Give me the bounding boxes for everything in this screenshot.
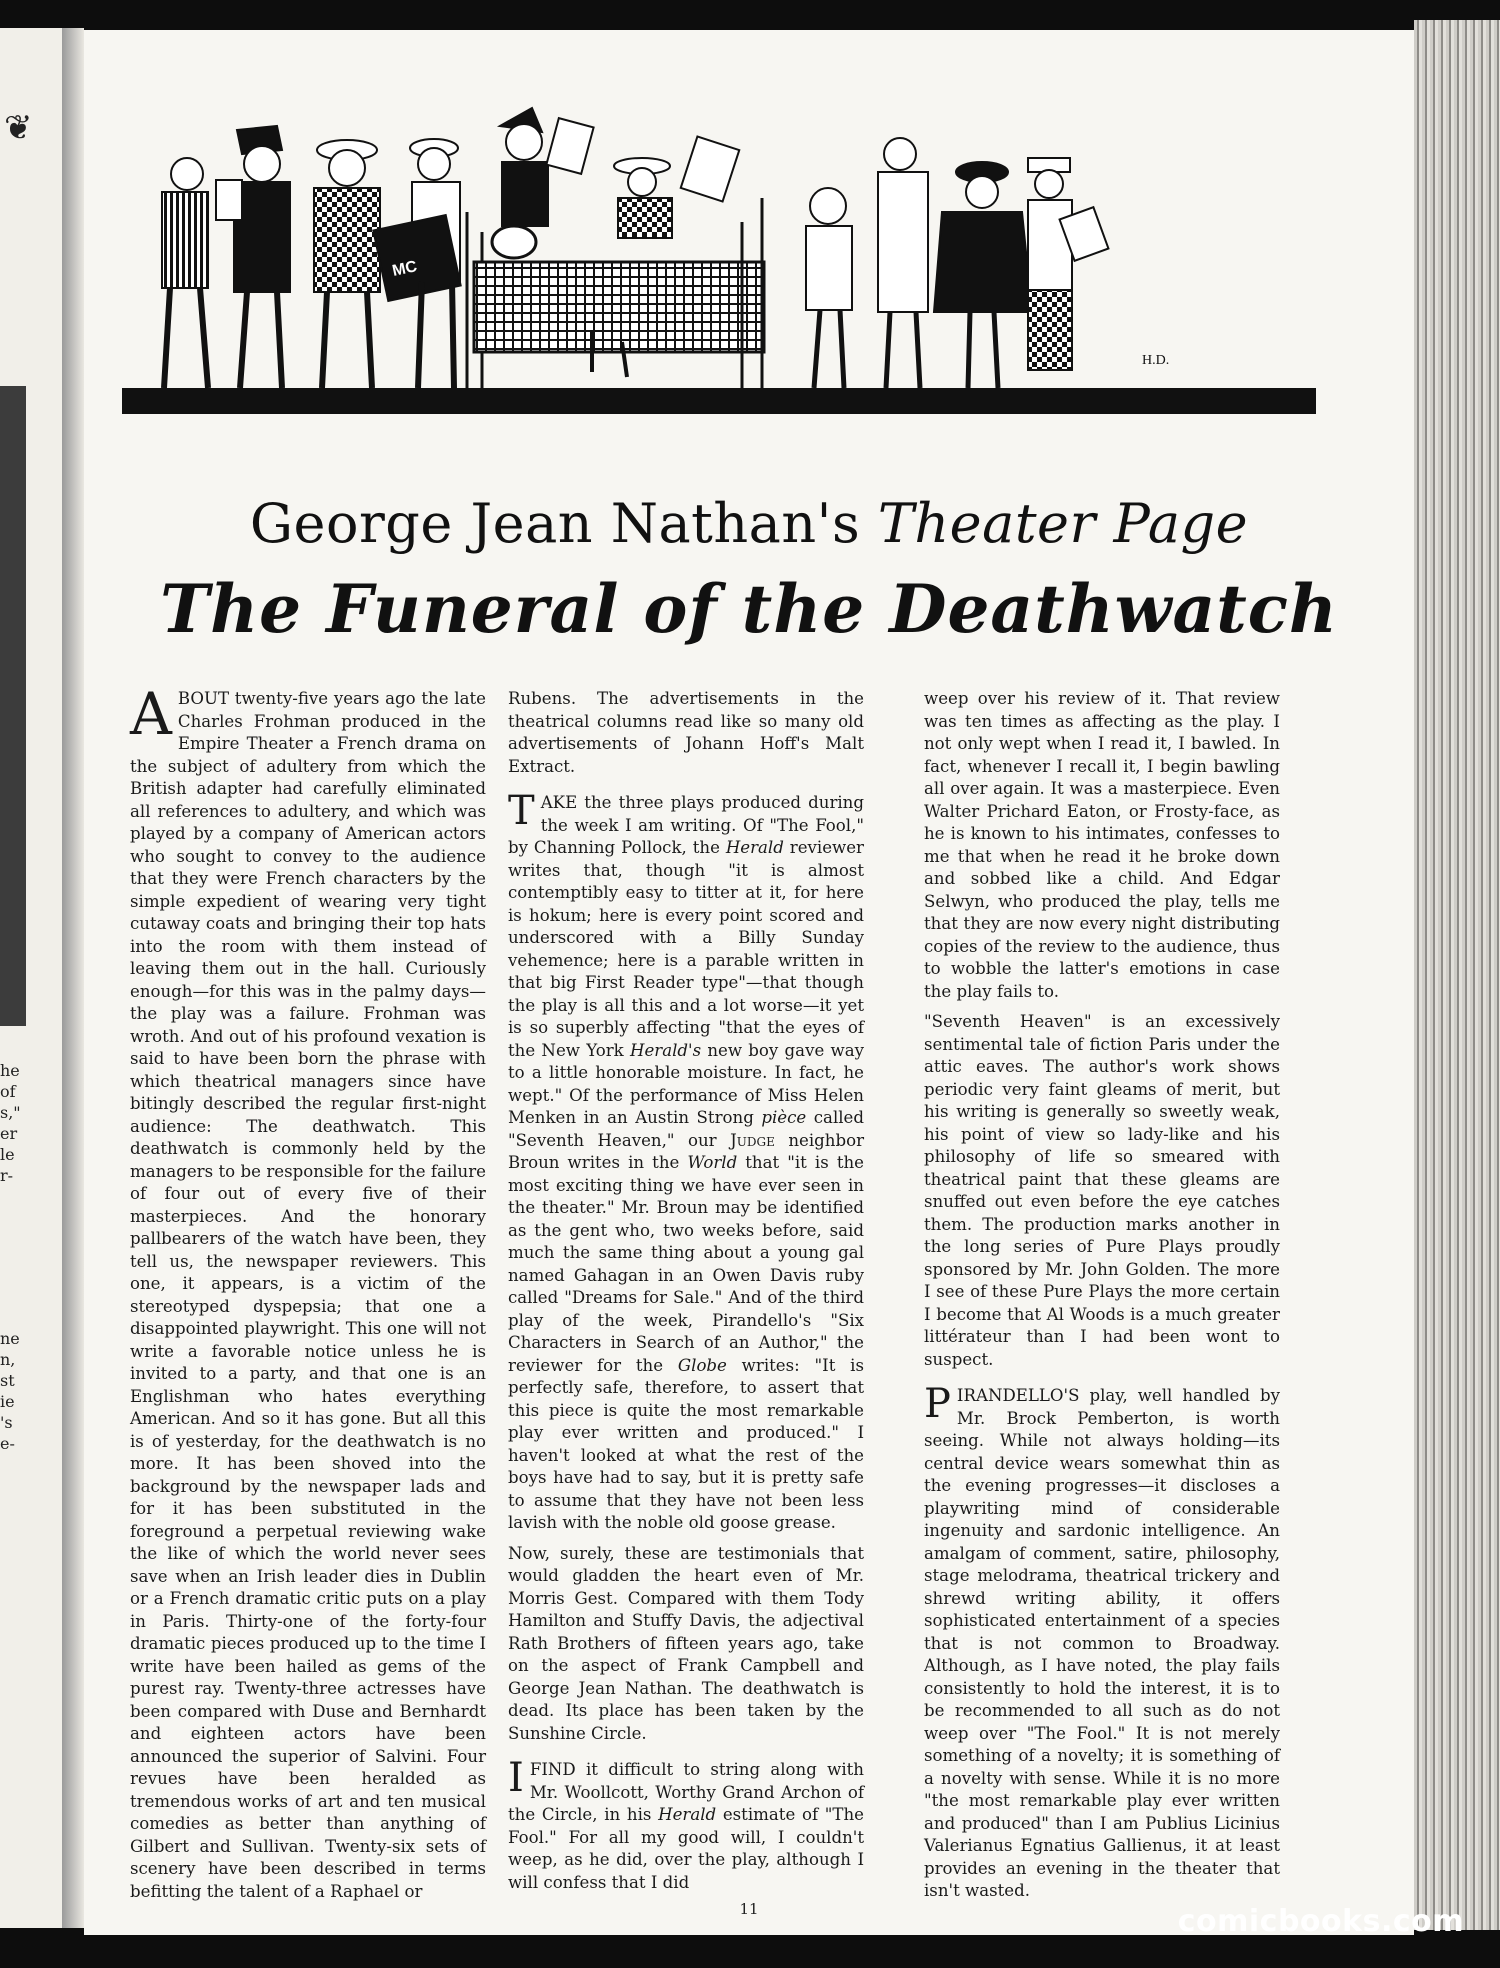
facing-text-fragment: ne <box>0 1329 20 1348</box>
cartoon-figure-boater-man <box>1028 158 1108 370</box>
facing-page-edge <box>0 28 62 1928</box>
facing-text-fragment: n, <box>0 1350 16 1369</box>
cartoon-figure-manager <box>373 139 460 388</box>
author-name: George Jean Nathan's <box>249 492 861 555</box>
drop-cap: P <box>924 1381 951 1427</box>
page-number: 11 <box>739 1900 759 1918</box>
paragraph: weep over his review of it. That review was ten times as affecting as the play. I not only wept when I read it, I bawled. In fact, whenever I recall it, I begin bawling all over again. It was a masterpiece. Even Walter Prichard Eaton, or Frosty-face, as he is known to his intimates, confesses to me that when he read it he broke down and sobbed like a child. And Edgar Selwyn, who produced the play, tells me that they are now every night distributing copies of the review to the audience, thus to wobble the latter's emotions in case the play fails to. <box>924 689 1280 1001</box>
paragraph: "Seventh Heaven" is an excessively sentimental tale of fiction Paris under the attic eaves. The author's work shows periodic very faint gleams of merit, but his writing is generally so sweetly weak, his point of view so lady-like and his philosophy of life so smeared with theatrical paint that these gleams are snuffed out even before the eye catches them. The production marks another in the long series of Pure Plays proudly sponsored by Mr. John Golden. The more I see of these Pure Plays the more certain I become that Al Woods is a much greater littérateur than I had been wont to suspect. <box>924 1012 1280 1369</box>
facing-text-fragment: le <box>0 1145 15 1164</box>
cartoon-figure-striped-man <box>162 158 208 388</box>
column-name: Theater Page <box>877 492 1249 555</box>
cartoon-figure-doctor <box>500 108 594 226</box>
theater-cartoon-illustration <box>122 102 1316 426</box>
magazine-page <box>84 30 1414 1935</box>
facing-text-fragment: st <box>0 1371 15 1390</box>
paragraph: I FIND it difficult to string along with Mr. Woollcott, Worthy Grand Archon of the Circle, in his Herald estimate of "The Fool." For all my good will, I couldn't weep, as he did, over the play, although I will confess that I did <box>508 1755 864 1892</box>
cartoon-figure-caped-man <box>934 162 1032 388</box>
cartoon-figure-woman <box>614 137 739 238</box>
cartoon-figure-tall-critic <box>878 138 928 388</box>
drop-cap: T <box>508 788 535 834</box>
text-column-2 <box>508 688 864 1902</box>
drop-cap: A <box>130 680 172 748</box>
paragraph: Rubens. The advertisements in the theatrical columns read like so many old advertisements of Johann Hoff's Malt Extract. <box>508 689 864 776</box>
facing-text-fragment: of <box>0 1082 16 1101</box>
facing-text-fragment: er <box>0 1124 18 1143</box>
facing-text-fragment: s," <box>0 1103 21 1122</box>
fleuron-ornament-icon: ❦ <box>4 108 33 148</box>
book-page-edges <box>1414 20 1500 1930</box>
facing-text-fragment: e- <box>0 1434 15 1453</box>
watermark: comicbooks.com <box>1177 1904 1464 1939</box>
text-column-3 <box>924 688 1280 1911</box>
facing-text-fragment: he <box>0 1061 20 1080</box>
facing-text-fragment: ie <box>0 1392 15 1411</box>
cartoon-figure-boy <box>806 188 852 388</box>
paragraph: ABOUT twenty-five years ago the late Charles Frohman produced in the Empire Theater a French drama on the subject of adultery from which the British adapter had carefully eliminated all references to adultery, and which was played by a company of American actors who sought to convey to the audience that they were French characters by the simple expedient of wearing very tight cutaway coats and bringing their top hats into the room with them instead of leaving them out in the hall. Curiously enough—for this was in the palmy days—the play was a failure. Frohman was wroth. And out of his profound vexation is said to have been born the phrase with which theatrical managers since have bitingly described the regular first-night audience: The deathwatch. This deathwatch is commonly held by the managers to be responsible for the failure of four out of every five of their masterpieces. And the honorary pallbearers of the watch have been, they tell us, the newspaper reviewers. This one, it appears, is a victim of the stereotyped dyspepsia; that one a disappointed playwright. This one will not write a favorable notice unless he is invited to a party, and that one is an Englishman who hates everything American. And so it has gone. But all this is of yesterday, for the deathwatch is no more. It has been shoved into the background by the newspaper lads and for it has been substituted in the foreground a perpetual reviewing wake the like of which the world never sees save when an Irish leader dies in Dublin or a French dramatic critic puts on a play in Paris. Thirty-one of the forty-four dramatic pieces produced up to the time I write have been hailed as gems of the purest ray. Twenty-three actresses have been compared with Duse and Bernhardt and eighteen actors have been announced the superior of Salvini. Four revues have been heralded as tremendous works of art and ten musical comedies as better than anything of Gilbert and Sullivan. Twenty-six sets of scenery have been described in terms befitting the talent of a Raphael or <box>130 680 486 1901</box>
column-heading <box>84 492 1414 555</box>
paragraph: PIRANDELLO'S play, well handled by Mr. Brock Pemberton, is worth seeing. While not always holding—its central device wears somewhat thin as the evening progresses—it discloses a playwriting mind of considerable ingenuity and sardonic intelligence. An amalgam of comment, satire, philosophy, stage melodrama, theatrical trickery and shrewd writing ability, it offers sophisticated entertainment of a species that is not common to Broadway. Although, as I have noted, the play fails consistently to hold the interest, it is to be recommended to all such as do not weep over "The Fool." It is not merely something of a novelty; it is something of a novelty with sense. While it is no more "the most remarkable play ever written and produced" than I am Publius Licinius Valerianus Egnatius Gallienus, it at least provides an evening in the theater that isn't wasted. <box>924 1381 1280 1900</box>
bag-label: MC <box>390 258 419 280</box>
book-gutter <box>62 28 84 1928</box>
paragraph: TAKE the three plays produced during the week I am writing. Of "The Fool," by Channing Pollock, the Herald reviewer writes that, though "it is almost contemptibly easy to titter at it, for here is hokum; here is every point scored and underscored with a Billy Sunday vehemence; here is a parable written in that big First Reader type"—that though the play is all this and a lot worse—it yet is so superbly affecting "that the eyes of the New York Herald's new boy gave way to a little honorable moisture. In fact, he wept." Of the performance of Miss Helen Menken in an Austin Strong pièce called "Seventh Heaven," our Judge neighbor Broun writes in the World that "it is the most exciting thing we have ever seen in the theater." Mr. Broun may be identified as the gent who, two weeks before, said much the same thing about a young gal named Gahagan in an Owen Davis ruby called "Dreams for Sale." And of the third play of the week, Pirandello's "Six Characters in Search of an Author," the reviewer for the Globe writes: "It is perfectly safe, therefore, to assert that this piece is quite the most remarkable play ever written and produced." I haven't looked at what the rest of the boys have had to say, but it is pretty safe to assume that they have not been less lavish with the noble old goose grease. <box>508 788 865 1532</box>
facing-page-photo <box>0 386 26 1026</box>
facing-text-fragment: 's <box>0 1413 13 1432</box>
facing-text-fragment: r- <box>0 1166 14 1185</box>
text-column-1 <box>130 680 486 1911</box>
cartoon-signature: H.D. <box>1142 353 1170 368</box>
cartoon-bed-with-patient <box>467 198 764 392</box>
paragraph: Now, surely, these are testimonials that would gladden the heart even of Mr. Morris Gest. Compared with them Tody Hamilton and Stuffy Davis, the adjectival Rath Brothers of fifteen years ago, take on the aspect of Frank Campbell and George Jean Nathan. The deathwatch is dead. Its place has been taken by the Sunshine Circle. <box>508 1543 864 1743</box>
cartoon-figure-author <box>216 126 290 388</box>
article-title: The Funeral of the Deathwatch <box>160 570 1338 648</box>
drop-cap: I <box>508 1755 524 1801</box>
cartoon-figure-checkered-man <box>314 140 380 388</box>
